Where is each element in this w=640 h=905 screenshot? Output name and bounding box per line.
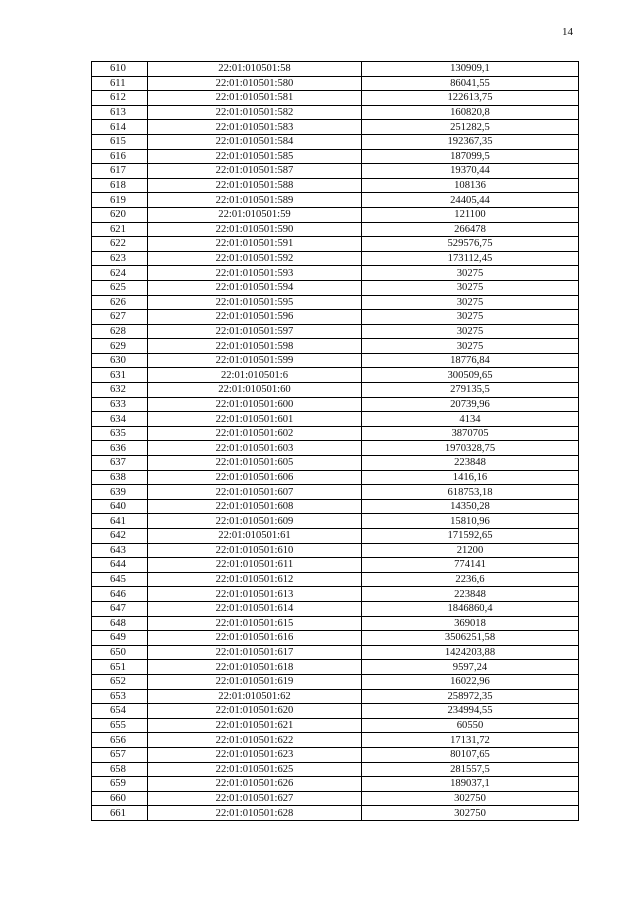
cadastral-number-cell: 22:01:010501:61 [148,529,362,544]
row-number-cell: 620 [92,207,148,222]
table-row [92,470,579,485]
table-row [92,91,579,106]
row-number-cell: 645 [92,572,148,587]
cadastral-number-cell: 22:01:010501:583 [148,120,362,135]
cadastral-number-cell: 22:01:010501:595 [148,295,362,310]
cadastral-value-cell: 24405,44 [362,193,579,208]
row-number-cell: 651 [92,660,148,675]
table-row [92,601,579,616]
cadastral-value-cell: 187099,5 [362,149,579,164]
cadastral-value-cell: 4134 [362,412,579,427]
table-row [92,587,579,602]
row-number-cell: 658 [92,762,148,777]
table-row [92,689,579,704]
cadastral-value-cell: 16022,96 [362,674,579,689]
cadastral-number-cell: 22:01:010501:612 [148,572,362,587]
cadastral-value-cell: 1424203,88 [362,645,579,660]
table-row [92,718,579,733]
table-row [92,426,579,441]
cadastral-value-cell: 3506251,58 [362,631,579,646]
cadastral-number-cell: 22:01:010501:62 [148,689,362,704]
cadastral-number-cell: 22:01:010501:6 [148,368,362,383]
row-number-cell: 627 [92,310,148,325]
cadastral-number-cell: 22:01:010501:607 [148,485,362,500]
table-row [92,62,579,77]
cadastral-number-cell: 22:01:010501:59 [148,207,362,222]
cadastral-value-cell: 1416,16 [362,470,579,485]
cadastral-value-cell: 122613,75 [362,91,579,106]
cadastral-number-cell: 22:01:010501:611 [148,558,362,573]
cadastral-value-cell: 3870705 [362,426,579,441]
cadastral-number-cell: 22:01:010501:590 [148,222,362,237]
cadastral-number-cell: 22:01:010501:613 [148,587,362,602]
cadastral-value-cell: 18776,84 [362,353,579,368]
table-row [92,704,579,719]
table-row [92,747,579,762]
row-number-cell: 642 [92,529,148,544]
row-number-cell: 648 [92,616,148,631]
row-number-cell: 637 [92,456,148,471]
cadastral-value-cell: 171592,65 [362,529,579,544]
cadastral-value-cell: 774141 [362,558,579,573]
cadastral-number-cell: 22:01:010501:60 [148,383,362,398]
cadastral-value-cell: 302750 [362,806,579,821]
cadastral-value-table [91,61,579,821]
cadastral-number-cell: 22:01:010501:585 [148,149,362,164]
table-row [92,412,579,427]
table-row [92,733,579,748]
table-row [92,397,579,412]
row-number-cell: 654 [92,704,148,719]
table-row [92,193,579,208]
table-row [92,324,579,339]
cadastral-number-cell: 22:01:010501:591 [148,237,362,252]
row-number-cell: 640 [92,499,148,514]
cadastral-value-cell: 121100 [362,207,579,222]
table-row [92,222,579,237]
cadastral-number-cell: 22:01:010501:614 [148,601,362,616]
table-row [92,456,579,471]
row-number-cell: 629 [92,339,148,354]
row-number-cell: 652 [92,674,148,689]
cadastral-number-cell: 22:01:010501:582 [148,105,362,120]
row-number-cell: 634 [92,412,148,427]
cadastral-number-cell: 22:01:010501:597 [148,324,362,339]
cadastral-number-cell: 22:01:010501:628 [148,806,362,821]
row-number-cell: 638 [92,470,148,485]
row-number-cell: 625 [92,280,148,295]
row-number-cell: 630 [92,353,148,368]
row-number-cell: 614 [92,120,148,135]
row-number-cell: 661 [92,806,148,821]
row-number-cell: 647 [92,601,148,616]
cadastral-number-cell: 22:01:010501:626 [148,777,362,792]
cadastral-number-cell: 22:01:010501:58 [148,62,362,77]
row-number-cell: 650 [92,645,148,660]
row-number-cell: 655 [92,718,148,733]
cadastral-number-cell: 22:01:010501:621 [148,718,362,733]
cadastral-number-cell: 22:01:010501:587 [148,164,362,179]
cadastral-number-cell: 22:01:010501:615 [148,616,362,631]
row-number-cell: 628 [92,324,148,339]
table-row [92,543,579,558]
cadastral-value-cell: 30275 [362,324,579,339]
cadastral-value-cell: 2236,6 [362,572,579,587]
cadastral-value-cell: 160820,8 [362,105,579,120]
cadastral-number-cell: 22:01:010501:599 [148,353,362,368]
cadastral-number-cell: 22:01:010501:619 [148,674,362,689]
cadastral-number-cell: 22:01:010501:622 [148,733,362,748]
row-number-cell: 660 [92,791,148,806]
cadastral-value-cell: 30275 [362,310,579,325]
row-number-cell: 631 [92,368,148,383]
table-row [92,353,579,368]
cadastral-value-cell: 369018 [362,616,579,631]
table-row [92,529,579,544]
cadastral-number-cell: 22:01:010501:606 [148,470,362,485]
cadastral-value-cell: 14350,28 [362,499,579,514]
table-row [92,485,579,500]
table-body [92,62,579,821]
row-number-cell: 618 [92,178,148,193]
table-row [92,674,579,689]
cadastral-value-cell: 279135,5 [362,383,579,398]
row-number-cell: 612 [92,91,148,106]
table-row [92,806,579,821]
row-number-cell: 621 [92,222,148,237]
cadastral-number-cell: 22:01:010501:594 [148,280,362,295]
row-number-cell: 632 [92,383,148,398]
page-number: 14 [562,26,573,38]
row-number-cell: 624 [92,266,148,281]
row-number-cell: 639 [92,485,148,500]
table-row [92,237,579,252]
cadastral-number-cell: 22:01:010501:617 [148,645,362,660]
cadastral-value-cell: 258972,35 [362,689,579,704]
row-number-cell: 613 [92,105,148,120]
table-row [92,791,579,806]
row-number-cell: 619 [92,193,148,208]
cadastral-number-cell: 22:01:010501:602 [148,426,362,441]
cadastral-value-cell: 20739,96 [362,397,579,412]
cadastral-number-cell: 22:01:010501:588 [148,178,362,193]
cadastral-number-cell: 22:01:010501:609 [148,514,362,529]
table-row [92,134,579,149]
table-row [92,310,579,325]
table-row [92,558,579,573]
cadastral-value-cell: 192367,35 [362,134,579,149]
cadastral-number-cell: 22:01:010501:593 [148,266,362,281]
table-row [92,660,579,675]
row-number-cell: 617 [92,164,148,179]
cadastral-value-cell: 30275 [362,339,579,354]
table-row [92,616,579,631]
table-row [92,120,579,135]
cadastral-value-cell: 618753,18 [362,485,579,500]
table-row [92,251,579,266]
table-row [92,266,579,281]
cadastral-number-cell: 22:01:010501:618 [148,660,362,675]
cadastral-value-cell: 234994,55 [362,704,579,719]
row-number-cell: 616 [92,149,148,164]
cadastral-number-cell: 22:01:010501:584 [148,134,362,149]
cadastral-number-cell: 22:01:010501:600 [148,397,362,412]
cadastral-value-cell: 173112,45 [362,251,579,266]
cadastral-value-cell: 86041,55 [362,76,579,91]
cadastral-value-cell: 1970328,75 [362,441,579,456]
table-row [92,499,579,514]
cadastral-number-cell: 22:01:010501:623 [148,747,362,762]
row-number-cell: 644 [92,558,148,573]
cadastral-value-cell: 30275 [362,266,579,281]
cadastral-number-cell: 22:01:010501:620 [148,704,362,719]
cadastral-value-cell: 1846860,4 [362,601,579,616]
table-row [92,164,579,179]
table-row [92,514,579,529]
cadastral-number-cell: 22:01:010501:610 [148,543,362,558]
cadastral-number-cell: 22:01:010501:598 [148,339,362,354]
cadastral-number-cell: 22:01:010501:603 [148,441,362,456]
cadastral-value-cell: 30275 [362,295,579,310]
row-number-cell: 622 [92,237,148,252]
cadastral-value-cell: 302750 [362,791,579,806]
cadastral-value-cell: 9597,24 [362,660,579,675]
table-row [92,383,579,398]
cadastral-value-cell: 300509,65 [362,368,579,383]
table-row [92,368,579,383]
table-row [92,207,579,222]
row-number-cell: 610 [92,62,148,77]
cadastral-number-cell: 22:01:010501:627 [148,791,362,806]
row-number-cell: 659 [92,777,148,792]
row-number-cell: 633 [92,397,148,412]
cadastral-value-cell: 266478 [362,222,579,237]
table-row [92,295,579,310]
row-number-cell: 649 [92,631,148,646]
cadastral-number-cell: 22:01:010501:601 [148,412,362,427]
cadastral-value-cell: 189037,1 [362,777,579,792]
table-row [92,762,579,777]
cadastral-number-cell: 22:01:010501:616 [148,631,362,646]
row-number-cell: 653 [92,689,148,704]
cadastral-value-cell: 281557,5 [362,762,579,777]
cadastral-value-cell: 223848 [362,587,579,602]
table-row [92,149,579,164]
cadastral-number-cell: 22:01:010501:580 [148,76,362,91]
table-row [92,178,579,193]
cadastral-number-cell: 22:01:010501:608 [148,499,362,514]
row-number-cell: 641 [92,514,148,529]
row-number-cell: 643 [92,543,148,558]
row-number-cell: 623 [92,251,148,266]
table-row [92,441,579,456]
cadastral-value-cell: 19370,44 [362,164,579,179]
cadastral-value-cell: 60550 [362,718,579,733]
cadastral-value-cell: 21200 [362,543,579,558]
row-number-cell: 611 [92,76,148,91]
cadastral-value-cell: 251282,5 [362,120,579,135]
table-row [92,280,579,295]
cadastral-number-cell: 22:01:010501:605 [148,456,362,471]
cadastral-number-cell: 22:01:010501:589 [148,193,362,208]
row-number-cell: 635 [92,426,148,441]
table-row [92,105,579,120]
cadastral-value-cell: 80107,65 [362,747,579,762]
cadastral-number-cell: 22:01:010501:625 [148,762,362,777]
table-row [92,777,579,792]
row-number-cell: 656 [92,733,148,748]
cadastral-value-cell: 30275 [362,280,579,295]
row-number-cell: 636 [92,441,148,456]
table-row [92,645,579,660]
cadastral-value-cell: 529576,75 [362,237,579,252]
cadastral-value-cell: 15810,96 [362,514,579,529]
row-number-cell: 626 [92,295,148,310]
cadastral-number-cell: 22:01:010501:596 [148,310,362,325]
row-number-cell: 615 [92,134,148,149]
cadastral-value-cell: 130909,1 [362,62,579,77]
table-row [92,76,579,91]
cadastral-value-cell: 223848 [362,456,579,471]
cadastral-number-cell: 22:01:010501:592 [148,251,362,266]
table-row [92,631,579,646]
row-number-cell: 646 [92,587,148,602]
cadastral-value-cell: 108136 [362,178,579,193]
table-row [92,339,579,354]
row-number-cell: 657 [92,747,148,762]
table-row [92,572,579,587]
cadastral-number-cell: 22:01:010501:581 [148,91,362,106]
cadastral-value-cell: 17131,72 [362,733,579,748]
